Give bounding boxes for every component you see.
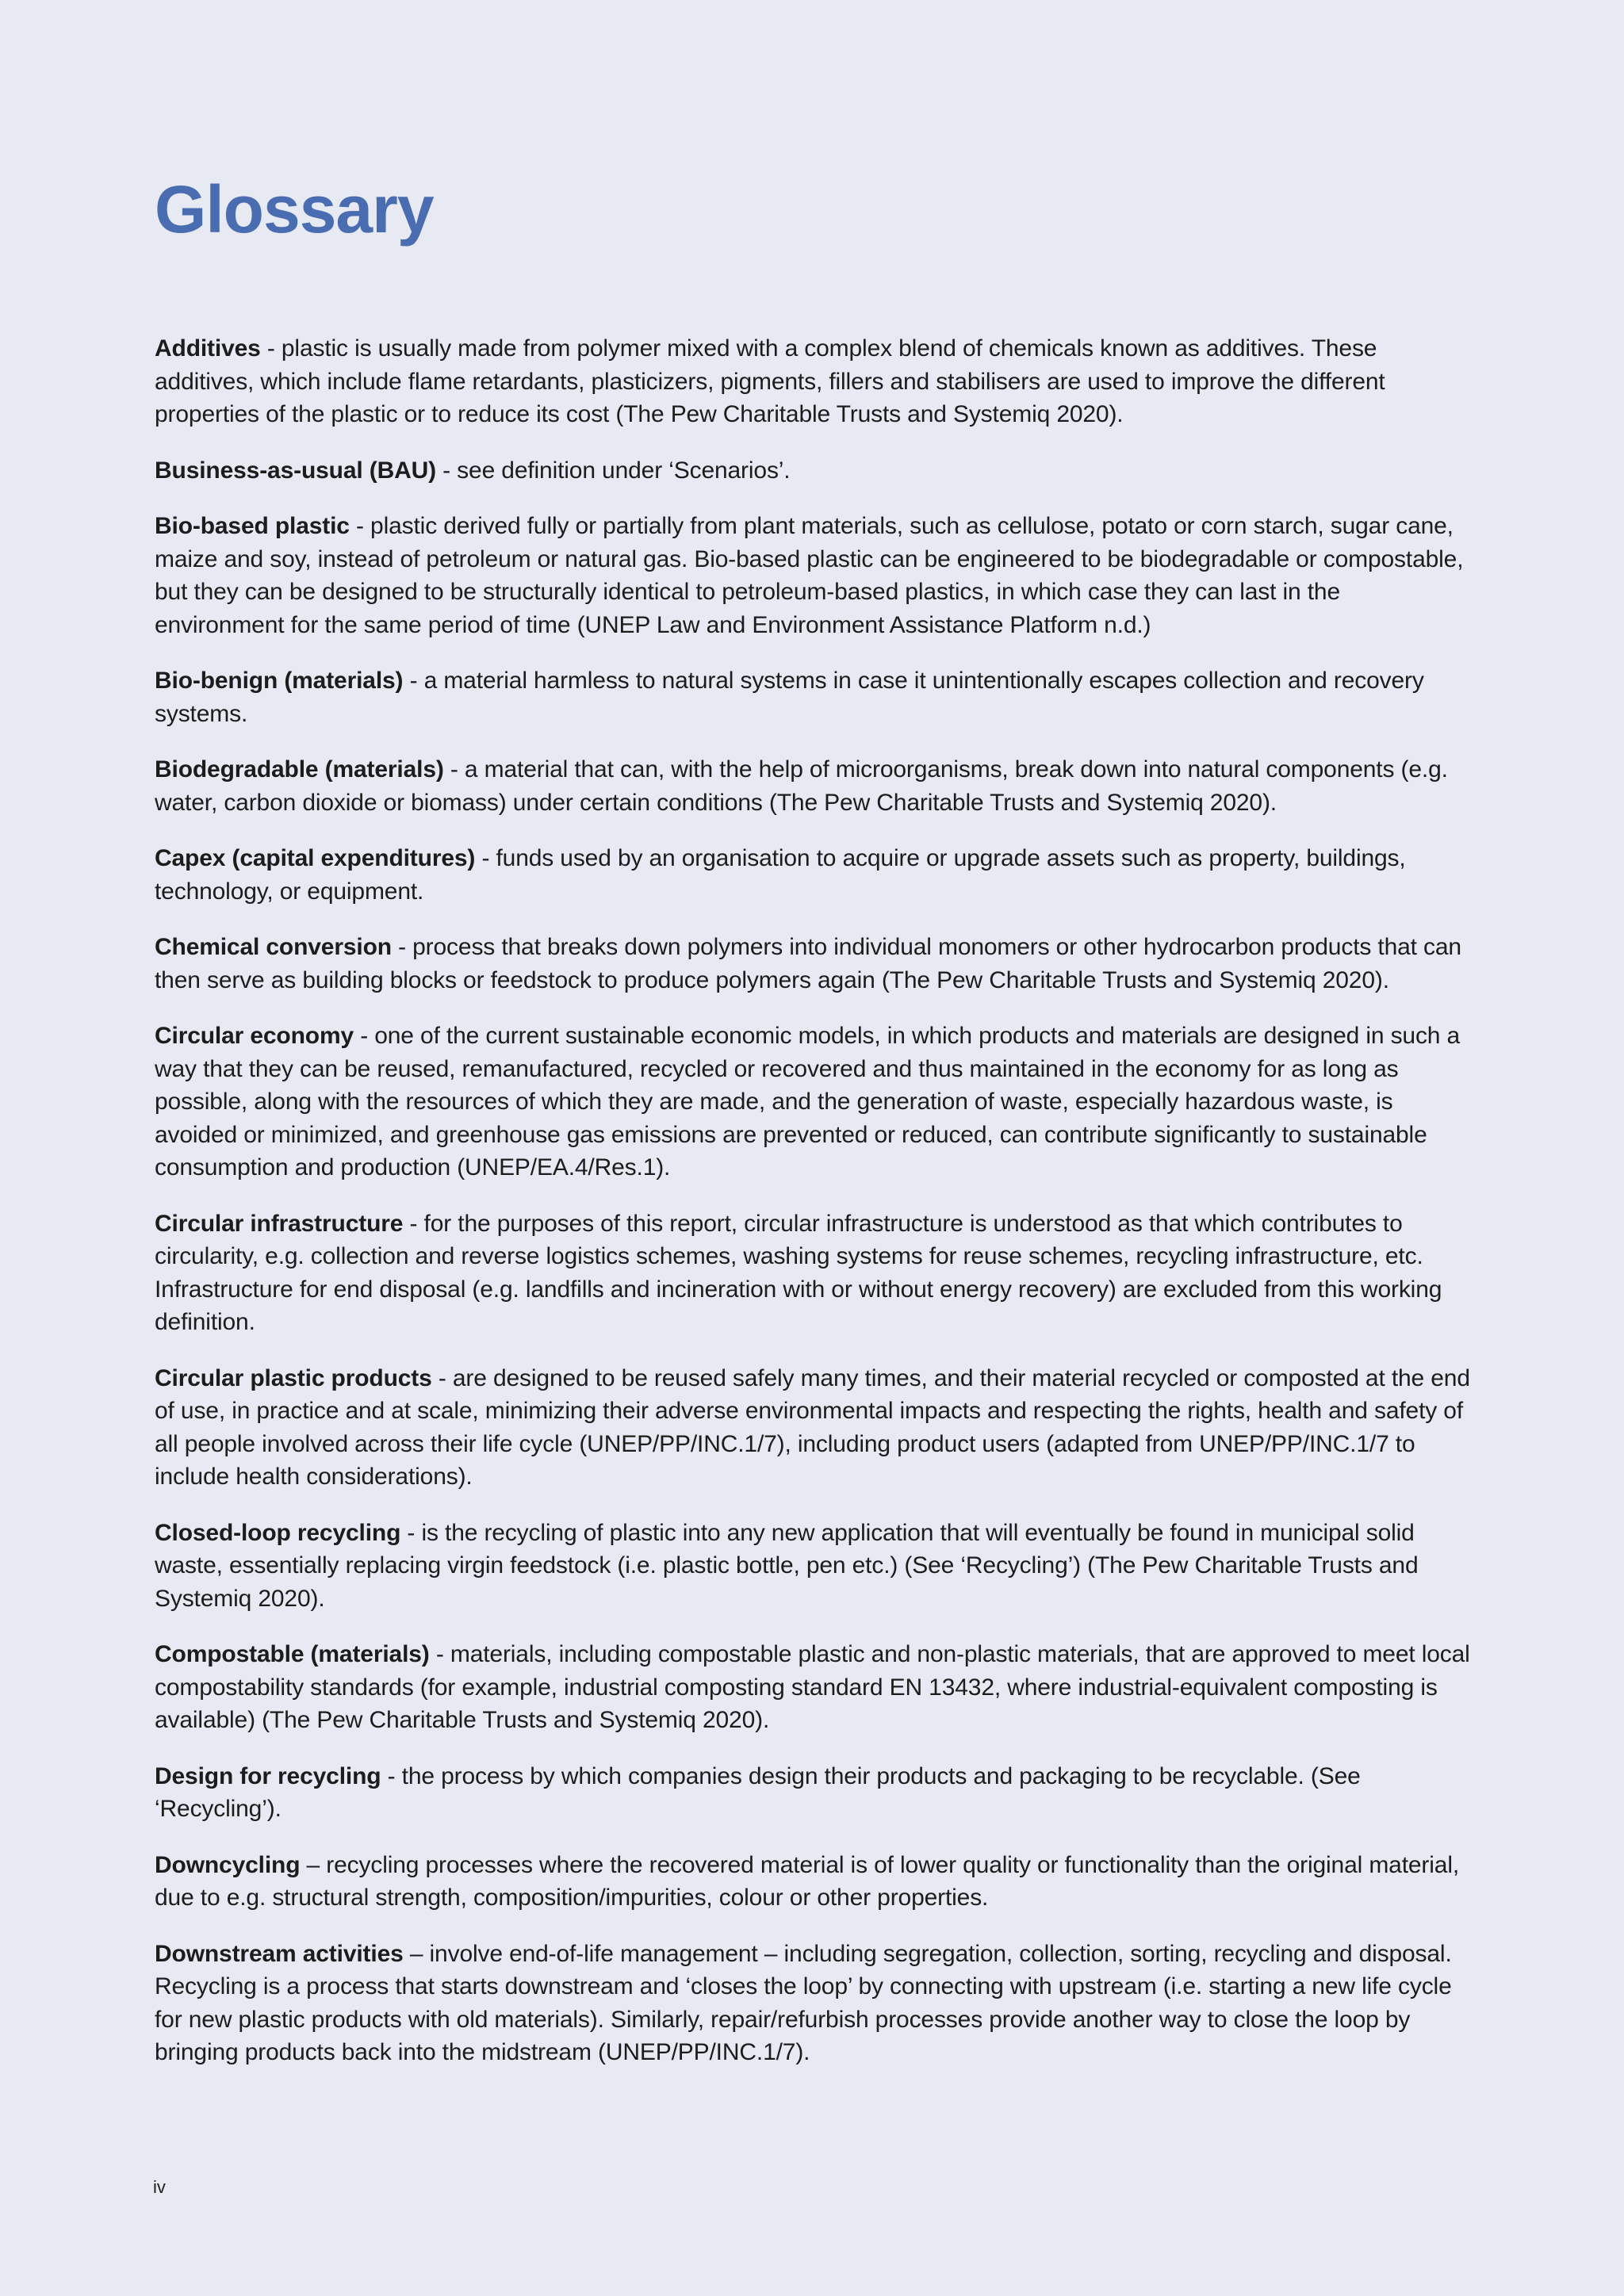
page-number: iv: [153, 2177, 166, 2197]
glossary-entry-closed-loop-recycling: [155, 1517, 1471, 1616]
glossary-definition: - see definition under ‘Scenarios’.: [435, 457, 791, 484]
glossary-term: Compostable (materials): [155, 1641, 430, 1667]
glossary-definition: - plastic derived fully or partially from plant materials, such as cellulose, potato or corn starch, sugar cane, maize and soy, instead of petroleum or natural gas. Bio-based plastic can be engineered to be biodegradable or compostable, but they can be designed to be structurally identical to petroleum-based plastics, in which case they can last in the environment for the same period of time (UNEP Law and Environment Assistance Platform n.d.): [155, 513, 1464, 638]
glossary-definition: - a material that can, with the help of microorganisms, break down into natural components (e.g. water, carbon dioxide or biomass) under certain conditions (The Pew Charitable Trusts and Systemiq 2020).: [155, 756, 1448, 816]
glossary-term: Closed-loop recycling: [155, 1519, 401, 1546]
glossary-definition: - process that breaks down polymers into individual monomers or other hydrocarbon products that can then serve as building blocks or feedstock to produce polymers again (The Pew Charitable Trusts and Systemiq 2020).: [155, 934, 1461, 993]
glossary-term: Capex (capital expenditures): [155, 845, 476, 871]
glossary-entry-circular-infrastructure: [155, 1207, 1471, 1339]
glossary-entry-circular-plastic-products: [155, 1362, 1471, 1494]
glossary-entry-downcycling: [155, 1849, 1471, 1915]
glossary-list: [155, 332, 1471, 2092]
glossary-term: Chemical conversion: [155, 934, 392, 960]
glossary-entry-chemical-conversion: [155, 931, 1471, 997]
glossary-term: Biodegradable (materials): [155, 756, 444, 783]
glossary-entry-circular-economy: [155, 1020, 1471, 1184]
glossary-definition: - are designed to be reused safely many times, and their material recycled or composted at the end of use, in practice and at scale, minimizing their adverse environmental impacts and respecting the rights, health and safety of all people involved across their life cycle (UNEP/PP/INC.1/7), including product users (adapted from UNEP/PP/INC.1/7 to include health considerations).: [155, 1364, 1470, 1490]
page-title: Glossary: [155, 172, 434, 247]
glossary-term: Business-as-usual (BAU): [155, 457, 436, 484]
glossary-term: Bio-based plastic: [155, 513, 350, 539]
glossary-definition: - materials, including compostable plastic and non-plastic materials, that are approved to meet local compostability standards (for example, industrial composting standard EN 13432, where industrial-equivalent composting is available) (The Pew Charitable Trusts and Systemiq 2020).: [155, 1641, 1470, 1733]
glossary-term: Design for recycling: [155, 1762, 381, 1789]
glossary-definition: - the process by which companies design their products and packaging to be recyclable. (See ‘Recycling’).: [155, 1762, 1361, 1822]
glossary-entry-biodegradable: [155, 753, 1471, 819]
glossary-definition: – involve end-of-life management – including segregation, collection, sorting, recycling and disposal. Recycling is a process that starts downstream and ‘closes the loop’ by connecting with upstream (i.e. starting a new life cycle for new plastic products with old materials). Similarly, repair/refurbish processes provide another way to close the loop by bringing products back into the midstream (UNEP/PP/INC.1/7).: [155, 1940, 1452, 2065]
glossary-definition: – recycling processes where the recovered material is of lower quality or functionality than the original material, due to e.g. structural strength, composition/impurities, colour or other properties.: [155, 1851, 1460, 1911]
glossary-definition: - for the purposes of this report, circular infrastructure is understood as that which contributes to circularity, e.g. collection and reverse logistics schemes, washing systems for reuse schemes, recycling infrastructure, etc. Infrastructure for end disposal (e.g. landfills and incineration with or without energy recovery) are excluded from this working definition.: [155, 1210, 1442, 1335]
glossary-definition: - funds used by an organisation to acquire or upgrade assets such as property, buildings, technology, or equipment.: [155, 845, 1406, 905]
glossary-term: Downstream activities: [155, 1940, 404, 1967]
glossary-term: Circular economy: [155, 1023, 354, 1049]
glossary-entry-bio-based-plastic: [155, 510, 1471, 641]
glossary-entry-design-for-recycling: [155, 1760, 1471, 1826]
glossary-term: Bio-benign (materials): [155, 668, 404, 694]
glossary-entry-capex: [155, 842, 1471, 908]
glossary-entry-downstream-activities: [155, 1938, 1471, 2069]
glossary-entry-bio-benign: [155, 664, 1471, 730]
glossary-definition: - a material harmless to natural systems in case it unintentionally escapes collection and recovery systems.: [155, 668, 1424, 727]
glossary-definition: - plastic is usually made from polymer mixed with a complex blend of chemicals known as additives. These additives, which include flame retardants, plasticizers, pigments, fillers and stabilisers are used to improve the different properties of the plastic or to reduce its cost (The Pew Charitable Trusts and Systemiq 2020).: [155, 335, 1385, 427]
glossary-entry-additives: [155, 332, 1471, 431]
glossary-definition: - is the recycling of plastic into any new application that will eventually be found in municipal solid waste, essentially replacing virgin feedstock (i.e. plastic bottle, pen etc.) (See ‘Recycling’) (The Pew Charitable Trusts and Systemiq 2020).: [155, 1519, 1419, 1612]
glossary-term: Circular infrastructure: [155, 1210, 404, 1237]
glossary-definition: - one of the current sustainable economic models, in which products and materials are designed in such a way that they can be reused, remanufactured, recycled or recovered and thus maintained in the economy for as long as possible, along with the resources of which they are made, and the generation of waste, especially hazardous waste, is avoided or minimized, and greenhouse gas emissions are prevented or reduced, can contribute significantly to sustainable consumption and production (UNEP/EA.4/Res.1).: [155, 1023, 1461, 1181]
glossary-term: Additives: [155, 335, 261, 362]
glossary-term: Downcycling: [155, 1851, 301, 1878]
glossary-entry-compostable: [155, 1638, 1471, 1737]
glossary-entry-bau: [155, 454, 1471, 488]
glossary-term: Circular plastic products: [155, 1364, 432, 1391]
